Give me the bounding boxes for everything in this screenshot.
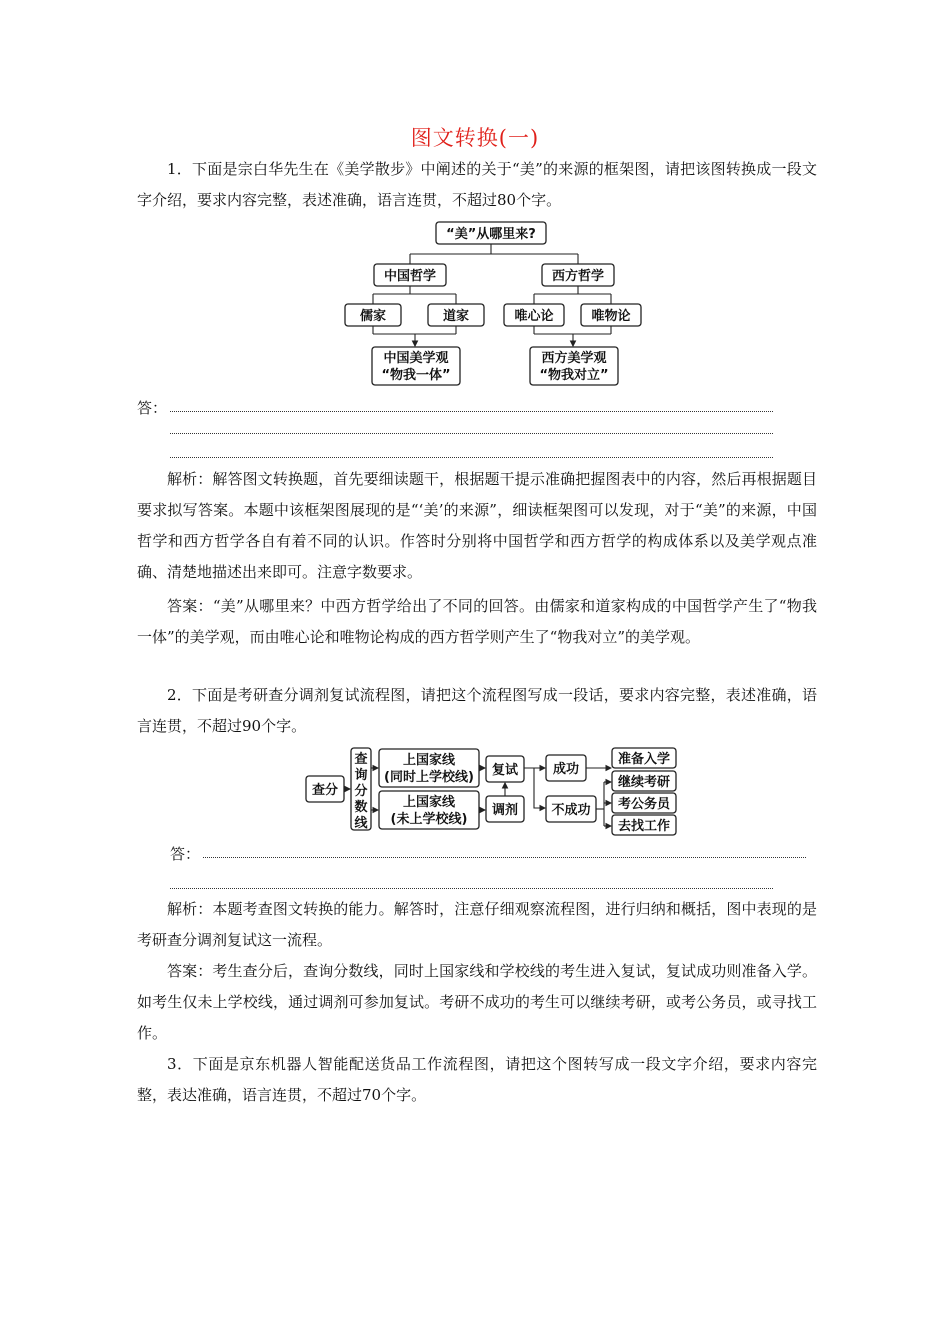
q2-flow-diagram <box>300 744 690 838</box>
civil-service-label: 考公务员 <box>617 797 671 812</box>
q1-prompt: 1．下面是宗白华先生在《美学散步》中阐述的关于“美”的来源的框架图，请把该图转换成一段文字介绍，要求内容完整，表述准确，语言连贯，不超过80个字。 <box>137 160 817 209</box>
fushi-label: 复试 <box>491 763 519 778</box>
q2-answer-label: 答： <box>170 845 201 863</box>
china-philosophy-label: 中国哲学 <box>383 269 437 284</box>
q1-answer: 答案：“美”从哪里来？中西方哲学给出了不同的回答。由儒家和道家构成的中国哲学产生了“物我一体”的美学观，而由唯心论和唯物论构成的西方哲学则产生了“物我对立”的美学观。 <box>137 597 817 646</box>
page-title: 图文转换(一) <box>410 126 540 150</box>
enroll-label: 准备入学 <box>617 752 671 767</box>
buchenggong-label: 不成功 <box>551 803 591 818</box>
materialism-label: 唯物论 <box>591 309 631 324</box>
national-line-label-top: 上国家线 <box>402 753 456 768</box>
check-line-char-4: 数 <box>354 800 368 815</box>
tiaoji-label: 调剂 <box>491 803 519 818</box>
check-line-char-5: 线 <box>354 816 368 831</box>
q3-prompt: 3．下面是京东机器人智能配送货品工作流程图，请把这个图转写成一段文字介绍，要求内容完整，表达准确，语言连贯，不超过70个字。 <box>137 1055 817 1104</box>
check-line-char-2: 询 <box>354 768 368 783</box>
taoist-label: 道家 <box>442 309 470 324</box>
national-line-label-bottom: 上国家线 <box>402 795 456 810</box>
q2-prompt: 2．下面是考研查分调剂复试流程图，请把这个流程图写成一段话，要求内容完整，表述准确，语言连贯，不超过90个字。 <box>137 686 817 735</box>
china-aesthetic-label: 中国美学观 <box>383 351 449 366</box>
west-philosophy-label: 西方哲学 <box>551 269 605 284</box>
china-aesthetic-quote: “物我一体” <box>381 368 451 383</box>
q1-answer-line-1[interactable] <box>170 411 773 412</box>
retry-exam-label: 继续考研 <box>617 775 671 790</box>
west-aesthetic-quote: “物我对立” <box>539 368 609 383</box>
check-line-char-1: 查 <box>354 752 368 767</box>
q1-answer-label: 答： <box>137 399 168 417</box>
school-line-label-top: (同时上学校线) <box>384 770 474 785</box>
chenggong-label: 成功 <box>552 762 580 777</box>
root-label: “美”从哪里来? <box>446 227 536 242</box>
q2-analysis: 解析：本题考查图文转换的能力。解答时，注意仔细观察流程图，进行归纳和概括，图中表现的是考研查分调剂复试这一流程。 <box>137 900 817 949</box>
q2-answer-line-1[interactable] <box>203 857 806 858</box>
q1-answer-line-2[interactable] <box>170 433 773 434</box>
q2-answer-line-2[interactable] <box>170 888 773 889</box>
find-job-label: 去找工作 <box>617 819 671 834</box>
chafen-label: 查分 <box>311 783 339 798</box>
idealism-label: 唯心论 <box>514 309 554 324</box>
q2-answer: 答案：考生查分后，查询分数线，同时上国家线和学校线的考生进入复试，复试成功则准备入学。如考生仅未上学校线，通过调剂可参加复试。考研不成功的考生可以继续考研，或考公务员，或寻找工作。 <box>137 962 817 1042</box>
school-line-label-bottom: (未上学校线) <box>390 812 468 827</box>
west-aesthetic-label: 西方美学观 <box>541 351 607 366</box>
check-line-char-3: 分 <box>354 784 368 799</box>
confucian-label: 儒家 <box>359 309 387 324</box>
q1-answer-line-3[interactable] <box>170 457 773 458</box>
q1-analysis: 解析：解答图文转换题，首先要细读题干，根据题干提示准确把握图表中的内容，然后再根据题目要求拟写答案。本题中该框架图展现的是“‘美’的来源”，细读框架图可以发现，对于“美”的来源，中国哲学和西方哲学各自有着不同的认识。作答时分别将中国哲学和西方哲学的构成体系以及美学观点准确、清楚地描述出来即可。注意字数要求。 <box>137 470 817 581</box>
q1-framework-diagram <box>330 218 650 390</box>
